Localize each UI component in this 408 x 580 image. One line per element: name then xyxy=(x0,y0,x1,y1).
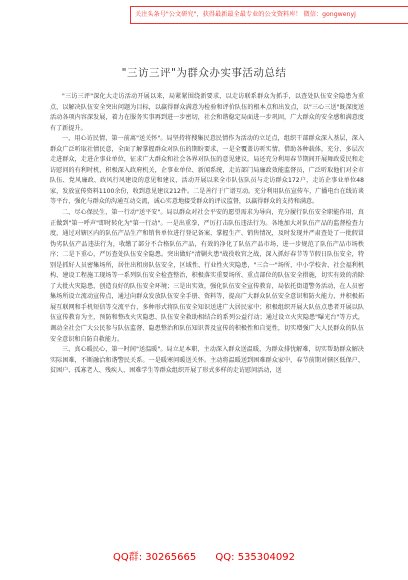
paragraph-section-3: 三、真心暖民心，第一时间"送温暖"。局立足本职，主动深入群众送温暖，为群众排忧解难，切实帮助群众解决实际困难，不断融洽和谐警民关系。一是暖寒问暖送关怀。主动将温暖送到困难群众家中，春节前期对辖区低保户、贫困户、孤寡老人、残疾人、困难学生等群众组织开展了形式多样的走访慰问活动，送 xyxy=(50,346,364,375)
paragraph-section-2: 二、尽心保民生，第一行动"送平安"。局以群众对社会平安的愿望需求为导向，充分履行队伍安全职能作用，真正做到"第一呼声"即时转化为"第一行动"。一是出重拳，严厉打击队伍违法行为。各地加大对队伍产品的监督检查力度，通过对辖区内的队伍产品生产和销售单位进行登记备案，掌握生产、销售情况，及时发现并严肃查处了一批假冒伪劣队伍产品违法行为，收缴了部分不合格队伍产品，有效的净化了队伍产品市场，进一步规范了队伍产品市场秩序；二是下重心，严厉查处队伍安全隐患。突出做好"清剿火患"战役收官之战，深入抓好春节等节假日队伍安全，特别是抓好人员密集场所，居住出租房队伍安全，区域性、行业性火灾隐患，"三合一"场所、中小学校舍、社会福利机构、建设工程施工现场等一系列队伍安全检查整治，积极落实重要场所、重点部位的队伍安全措施，切实有效的消除了大批火灾隐患，创造良好的队伍安全环境；三是出实效，强化队伍安全宣传教育，局依托街道警务活动，在人员密集场所设立流动宣传点，通过向群众发放队伍安全手册、资料等，提高广大群众队伍安全意识和防火能力，并积极拓展互联网和手机短信等交流平台，多种形式将队伍安全知识送进广大居民家中；积极组织开展大队伍点患者开展以队伍宣传教育为主，预防和整改火灾隐患、队伍安全救助相结合的系列公益行动；通过设立火灾隐患"曝光台"等方式，调动全社会广大公民参与队伍监督、隐患整治和队伍知识普及宣传的积极性和自觉性，切实增强广大人民群众的队伍安全意识和自防自救能力。 xyxy=(50,209,364,343)
footer-qq-group: QQ群: 30265665 xyxy=(113,552,197,563)
document-body xyxy=(50,92,364,377)
footer-qq: QQ: 535304092 xyxy=(215,552,295,563)
page-title: "三访三评"为群众办实事活动总结 xyxy=(121,67,287,79)
paragraph-section-1: 一、用心访民情，第一前离"送关怀"。局坚持将搜集民意民情作为活动的立足点，组织干部群众深入基层，深入群众广泛听取社情民意，全面了解掌握群众对队伍的期盼要求，一是全覆盖访听实情。借助各种载体，充分、多层次走进群众，走进企事业单位，征求广大群众和社会各界对队伍的意见建议，局还充分利用春节期间开展舞政爱民和走访慰问的有利时机，积极深入政府机关，企事业单位、新闻系统，走访部门局廉政效能监督员，广泛听取他们对全市队伍、党风廉政、政风行风建设的意见和建议，活动开展以来全市队伍队员与走访群众172户，走访企事业单位48家，发放宣传资料1100余份，收到意见建议212件。二是善行于广谱互动。充分利用队伍宣传车，广播电台在线访谈等平台，强化与群众的沟通互动交流，诚心实意地接受群众的评议监督，以赢得群众的支持和满意。 xyxy=(50,135,364,206)
paragraph-intro: "三访三评"深化大走访活动开展以来，局紧紧围绕新要求，以走访联系群众为抓手，以查处队伍安全隐患为重点，以解决队伍安全突出问题为目标，以赢得群众满意为检验和评价队伍的根本点和出发点，以"三心三送"既深度送活动各项内容深发展，着力在服务实事再到进一步密切，社会和谐稳定局面进一步巩固，广大群众的安全感和满意度有了新提升。 xyxy=(50,93,364,132)
promo-banner: 关注头条号"公文研究"，获得最新最全最专业的公文资料库！ 微信：gongwenyj xyxy=(130,6,408,24)
footer-contact xyxy=(0,548,408,563)
